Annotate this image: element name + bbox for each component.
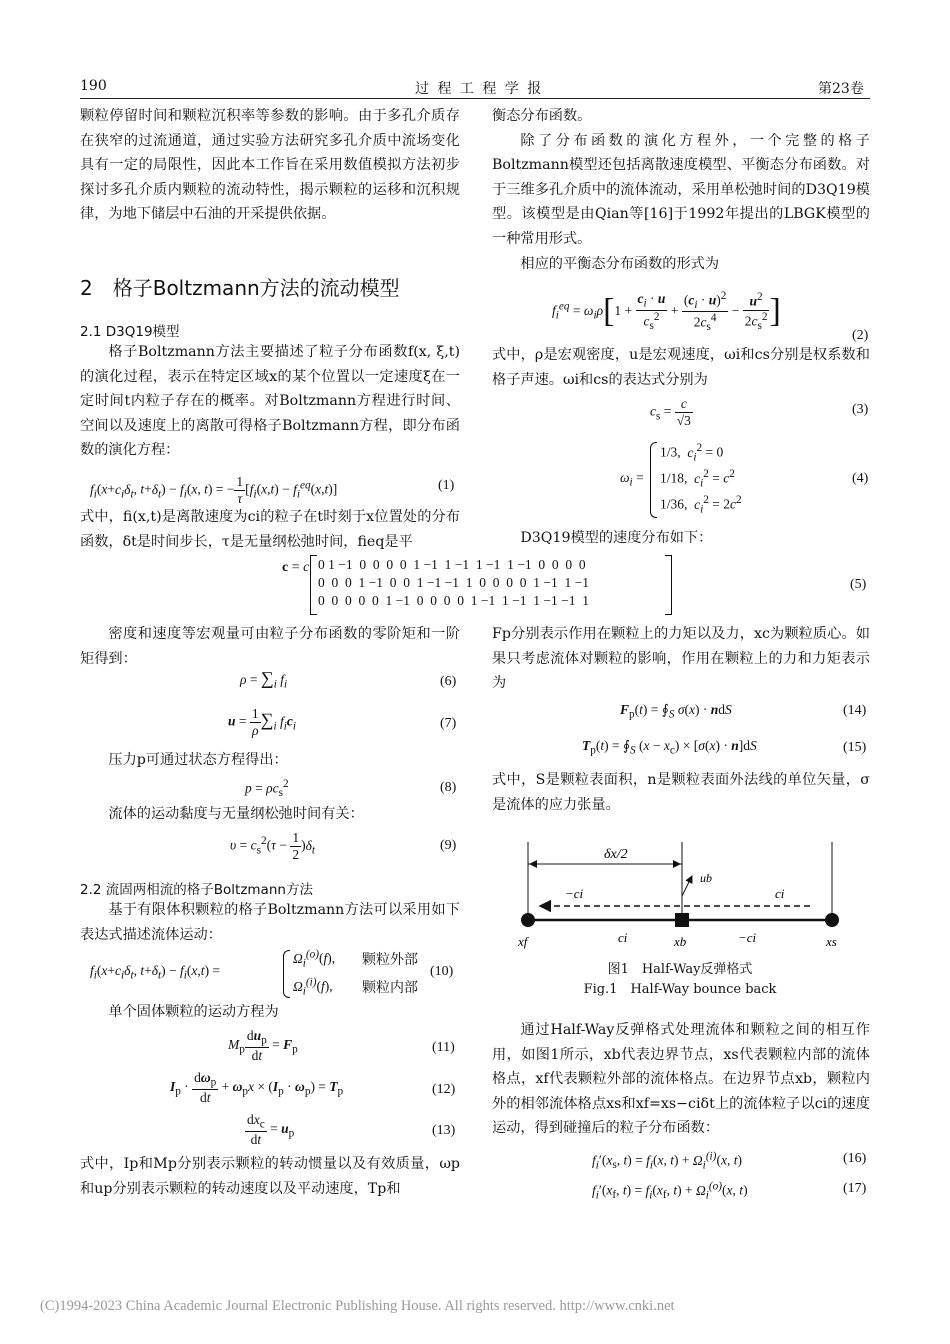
equation-4-lhs: $\omega_i$ =: [620, 470, 644, 489]
equation-9: $\upsilon = c_s^2(\tau$ − $\frac{1}{2}$ )$\delta_t$: [230, 830, 315, 862]
weight-2: 1/18,: [660, 470, 688, 486]
fig-node-xb: [675, 913, 689, 927]
equation-11: $M_p$ $\frac{du_p}{dt}$ = $F_p$: [228, 1028, 298, 1063]
eq1-explanation: [80, 505, 460, 554]
eq2-explanation: [492, 343, 870, 392]
equation-number-16: (16): [843, 1151, 867, 1166]
velocity-intro-text: D3Q19模型的速度分布如下：: [520, 530, 713, 546]
equation-number-2: (2): [852, 328, 869, 343]
force-text: [492, 622, 870, 696]
fig-label-xf: xf: [518, 934, 528, 949]
equation-number-6: (6): [440, 674, 457, 689]
equation-number-5: (5): [850, 577, 867, 592]
equation-number-11: (11): [432, 1040, 455, 1055]
equation-15: $T_p(t)$ = $∮_S$ $(x - x_c) \times [\sigma(x) \cdot n]dS$: [582, 738, 757, 757]
figure-1-halfway-bounce-back: [510, 842, 850, 954]
equation-7: u = $\frac{1}{\rho}$ $\sum_i$ $f_ic_i$: [228, 706, 297, 738]
viscosity-text: [80, 802, 460, 827]
equation-number-14: (14): [843, 703, 867, 718]
fig-label-xs: xs: [826, 934, 837, 949]
equation-4-case-1: 1/3, $c_i^2 = 0$: [660, 442, 724, 464]
equation-number-12: (12): [432, 1082, 456, 1097]
eq-form-paragraph: 相应的平衡态分布函数的形式为: [520, 255, 720, 272]
equation-number-4: (4): [852, 471, 869, 486]
velocity-matrix: [318, 556, 589, 610]
d3q19-paragraph: 格子Boltzmann方法主要描述了粒子分布函数f(x, ξ,t)的演化过程，表示在特定区域x的某个位置以一定速度ξ在一定时间t内粒子存在的概率。对Boltzmann方程进行时间、空间以及速度上的离散可得格子Boltzmann方程，即分布函数的演化方程：: [80, 344, 460, 459]
journal-title: 过 程 工 程 学 报: [415, 81, 544, 97]
equation-10-case-1: $\Omega_i^{(o)}(f)$,: [293, 948, 336, 970]
eq13-explanation-text: 式中，Ip和Mp分别表示颗粒的转动惯量以及有效质量，ωp和up分别表示颗粒的转动速度以及平动速度，Tp和: [80, 1156, 460, 1197]
equation-10-lhs: $f_i(x+c_i\delta_t$, $t+\delta_t) - f_i(x,t)$ =: [90, 963, 221, 982]
fig-ci-upper-right: ci: [775, 886, 785, 901]
model-paragraph: 除了分布函数的演化方程外，一个完整的格子Boltzmann模型还包括离散速度模型、平衡态分布函数。对于三维多孔介质中的流体流动，采用单松弛时间的D3Q19模型。该模型是由Qian等[16]于1992年提出的LBGK模型的一种常用形式。: [492, 132, 870, 247]
equation-2: $f_i^{eq} = \omega_i\rho[1$ + $\frac{c_i \cdot u}{c_s^2}$ + $\frac{(c_i \cdot u)^2}{2c_s^4}$ − $\frac{u^2}{2c_s^2}$ ]: [552, 290, 781, 334]
fig-ub-label: ub: [700, 871, 712, 885]
section-2-2-text: [80, 898, 460, 947]
figure-caption-en: Fig.1 Half-Way bounce back: [583, 982, 777, 997]
weight-1: 1/3,: [660, 444, 681, 460]
equation-number-1: (1): [438, 478, 455, 493]
fig-ub-arrow: [682, 876, 692, 896]
matrix-row-2: 0 0 0 1 −1 0 0 1 −1 −1 1 0 0 0 0 1 −1 1 −1: [318, 575, 589, 590]
matrix-row-1: 0 1 −1 0 0 0 0 1 −1 1 −1 1 −1 1 −1 0 0 0 0: [318, 557, 586, 572]
equation-1: $f_i(x+c_i\delta_t$, $t+\delta_t) - f_i(x$, t) = − $\frac{1}{\tau}$ $[f_i(x,t) - f_i^{eq}(x,t)]$: [90, 474, 338, 506]
equation-10-case-2: $\Omega_i^{(i)}(f)$,: [293, 976, 333, 998]
eq1-explanation-text: 式中，fi(x,t)是离散速度为ci的粒子在t时刻于x位置处的分布函数，δt是时间步长，τ是无量纲松弛时间，fieq是平: [80, 509, 460, 550]
equation-number-9: (9): [440, 838, 457, 853]
matrix-row-3: 0 0 0 0 0 1 −1 0 0 0 0 1 −1 1 −1 1 −1 −1 1: [318, 593, 589, 608]
equation-13: $\frac{dx_c}{dt}$ = $u_p$: [247, 1112, 295, 1147]
header-rule: [80, 98, 870, 99]
equation-12: $I_p$ · $\frac{d\omega_p}{dt}$ + $\omega_px \times (I_p \cdot \omega_p) = T_p$: [170, 1070, 344, 1105]
fig-ci-upper-left: −ci: [565, 886, 584, 901]
single-particle-text: [80, 1000, 460, 1025]
equation-10-brace: [283, 950, 290, 998]
equation-17: $f_i'(x_f$, $t) = f_i(x_f$, $t) + \Omega_i^{(o)}(x$, t): [592, 1180, 748, 1202]
halfway-paragraph: 通过Half-Way反弹格式处理流体和颗粒之间的相互作用，如图1所示，xb代表边界节点，xs代表颗粒内部的流体格点，xf代表颗粒外部的流体格点。在边界节点xb，颗粒内外的相邻流体格点xs和xf=xs−ciδt上的流体粒子以ci的速度运动，得到碰撞后的粒子分布函数：: [492, 1022, 870, 1137]
viscosity-paragraph: 流体的运动黏度与无量纲松弛时间有关：: [108, 806, 364, 822]
equation-10-inside: 颗粒内部: [362, 980, 418, 996]
page-number: 190: [80, 78, 107, 94]
equation-8: $p = \rho c_s^2$: [245, 778, 289, 800]
equation-number-17: (17): [843, 1181, 867, 1196]
equation-4-case-2: 1/18, $c_i^2 = c^2$: [660, 468, 735, 490]
eq13-explanation: [80, 1152, 460, 1201]
section-2-1-title: 2.1 D3Q19模型: [80, 324, 180, 340]
equation-4-case-3: 1/36, $c_i^2 = 2c^2$: [660, 494, 742, 516]
volume-label: 第23卷: [818, 81, 864, 97]
fig-ci-lower-right: −ci: [738, 930, 757, 945]
equation-number-15: (15): [843, 740, 867, 755]
right-top-text: [492, 104, 870, 276]
section-2-2-title: 2.2 流固两相流的格子Boltzmann方法: [80, 882, 313, 898]
equation-10-outside: 颗粒外部: [362, 952, 418, 968]
eq2-explanation-text: 式中，ρ是宏观密度，u是宏观速度，ωi和cs分别是权系数和格子声速。ωi和cs的表达式分别为: [492, 347, 870, 388]
copyright-footer: (C)1994-2023 China Academic Journal Electronic Publishing House. All rights reserved. http://www.cnki.net: [40, 1298, 675, 1314]
force-paragraph: Fp分别表示作用在颗粒上的力矩以及力，xc为颗粒质心。如果只考虑流体对颗粒的影响，作用在颗粒上的力和力矩表示为: [492, 626, 870, 692]
equation-4-brace: [650, 442, 657, 518]
eq15-explanation: [492, 768, 870, 817]
equation-5-lhs: c = c: [282, 560, 310, 575]
halfway-text: [492, 1018, 870, 1141]
equation-6: $\rho = \sum_i$ $f_i$: [240, 668, 288, 691]
figure-caption-cn: 图1 Half-Way反弹格式: [607, 962, 753, 977]
velocity-intro: [492, 526, 870, 551]
fig-node-xs: [825, 913, 839, 927]
equation-3: $c_s$ = $\frac{c}{√3}$: [650, 396, 691, 428]
fig-ci-lower-left: ci: [618, 930, 628, 945]
matrix-bracket-right: [665, 555, 672, 615]
equation-14: $F_p(t)$ = $∮_S$ σ(x) · ndS: [620, 702, 732, 721]
eq15-explanation-text: 式中，S是颗粒表面积，n是颗粒表面外法线的单位矢量，σ是流体的应力张量。: [492, 772, 870, 813]
equation-number-13: (13): [432, 1123, 456, 1138]
moments-paragraph: 密度和速度等宏观量可由粒子分布函数的零阶矩和一阶矩得到：: [80, 626, 460, 667]
equation-number-10: (10): [430, 964, 454, 979]
left-intro: [80, 104, 460, 227]
fluid-solid-paragraph: 基于有限体积颗粒的格子Boltzmann方法可以采用如下表达式描述流体运动：: [80, 902, 460, 943]
pressure-text: [80, 748, 460, 773]
pressure-paragraph: 压力p可通过状态方程得出：: [108, 752, 288, 768]
single-particle-paragraph: 单个固体颗粒的运动方程为: [108, 1004, 279, 1020]
equation-number-3: (3): [852, 402, 869, 417]
fig-node-xf: [521, 913, 535, 927]
equation-number-7: (7): [440, 716, 457, 731]
moments-text: [80, 622, 460, 671]
matrix-bracket-left: [310, 555, 317, 615]
equation-16: $f_i'(x_s$, $t) = f_i(x$, $t) + \Omega_i^{(i)}(x$, t): [592, 1150, 742, 1172]
section-2-1-text: [80, 340, 460, 463]
continuation-text: 衡态分布函数。: [492, 108, 592, 124]
intro-paragraph: 颗粒停留时间和颗粒沉积率等参数的影响。由于多孔介质存在狭窄的过流通道，通过实验方法研究多孔介质中流场变化具有一定的局限性，因此本工作旨在采用数值模拟方法初步探讨多孔介质内颗粒的流动特性，揭示颗粒的运移和沉积规律，为地下储层中石油的开采提供依据。: [80, 108, 460, 223]
fig-delta-label: δx/2: [604, 847, 628, 862]
weight-3: 1/36,: [660, 496, 688, 512]
section-2-title: 2 格子Boltzmann方法的流动模型: [80, 276, 400, 300]
fig-label-xb: xb: [674, 934, 687, 949]
equation-number-8: (8): [440, 780, 457, 795]
